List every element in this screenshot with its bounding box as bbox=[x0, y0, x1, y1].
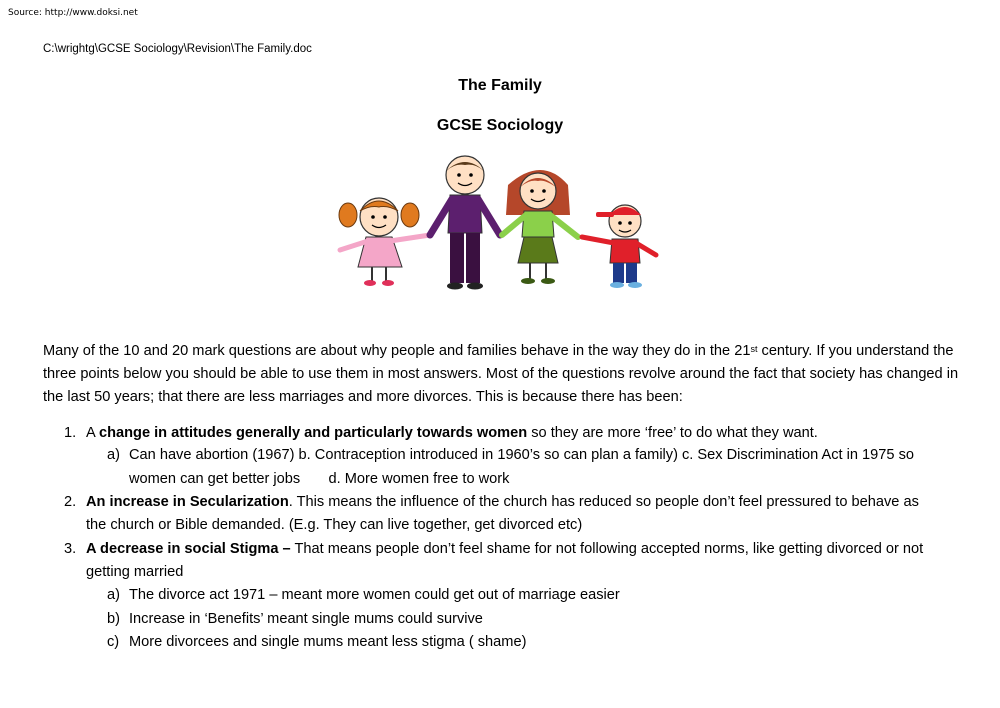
boy-figure bbox=[582, 205, 656, 288]
point-3-sub-a-label: a) bbox=[107, 587, 120, 603]
point-3-sub-a-text: The divorce act 1971 – meant more women could get out of marriage easier bbox=[129, 587, 620, 603]
point-1-sub-a-line2: women can get better jobs d. More women free to work bbox=[129, 471, 510, 487]
family-illustration bbox=[330, 155, 670, 295]
point-3-sub-c-text: More divorcees and single mums meant less stigma ( shame) bbox=[129, 634, 527, 650]
point-3-sub-c-label: c) bbox=[107, 634, 120, 650]
intro-superscript: st bbox=[750, 344, 758, 354]
point-1-bold: change in attitudes generally and particularly towards women bbox=[98, 425, 528, 441]
point-3-sub-b-text: Increase in ‘Benefits’ meant single mums could survive bbox=[129, 611, 483, 627]
point-1-rest: so they are more ‘free’ to do what they want. bbox=[527, 425, 818, 441]
point-2-rest: . This means the influence of the church has reduced so people don’t feel pressured to behave as bbox=[288, 494, 919, 510]
father-figure bbox=[430, 156, 500, 290]
point-3-number: 3. bbox=[64, 541, 77, 557]
point-1-pre: A bbox=[86, 425, 99, 441]
point-2-bold: An increase in Secularization bbox=[86, 494, 289, 510]
point-1-sub-a-label: a) bbox=[107, 447, 120, 463]
point-2-text bbox=[86, 494, 919, 510]
mother-figure bbox=[502, 170, 578, 284]
page-subtitle: GCSE Sociology bbox=[436, 117, 564, 134]
file-path: C:\wrightg\GCSE Sociology\Revision\The Family.doc bbox=[43, 43, 312, 55]
point-3-sub-b-label: b) bbox=[107, 611, 120, 627]
point-1-number: 1. bbox=[64, 425, 77, 441]
point-2-line2: the church or Bible demanded. (E.g. They can live together, get divorced etc) bbox=[86, 517, 583, 533]
point-1-text bbox=[86, 425, 818, 441]
intro-paragraph bbox=[43, 340, 963, 410]
point-3-line2: getting married bbox=[86, 564, 184, 580]
source-note: Source: http://www.doksi.net bbox=[8, 8, 138, 18]
girl-figure bbox=[339, 198, 430, 286]
intro-text-b: century. If you understand the three points below you should be able to use them in most answers. Most of the questions revolve around the fact that society has changed in the last 50 years; that there are less marriages and more divorces. This is because there has been: bbox=[43, 343, 959, 406]
point-3-text bbox=[86, 541, 923, 557]
page-title: The Family bbox=[458, 77, 542, 94]
point-3-rest: That means people don’t feel shame for not following accepted norms, like getting divorced or not bbox=[290, 541, 924, 557]
point-3-bold: A decrease in social Stigma – bbox=[86, 541, 291, 557]
intro-text-a: Many of the 10 and 20 mark questions are about why people and families behave in the way they do in the 21 bbox=[43, 343, 751, 359]
point-1-sub-a-line1: Can have abortion (1967) b. Contraception introduced in 1960’s so can plan a family) c. Sex Discrimination Act in 1975 so bbox=[129, 447, 914, 463]
point-2-number: 2. bbox=[64, 494, 77, 510]
